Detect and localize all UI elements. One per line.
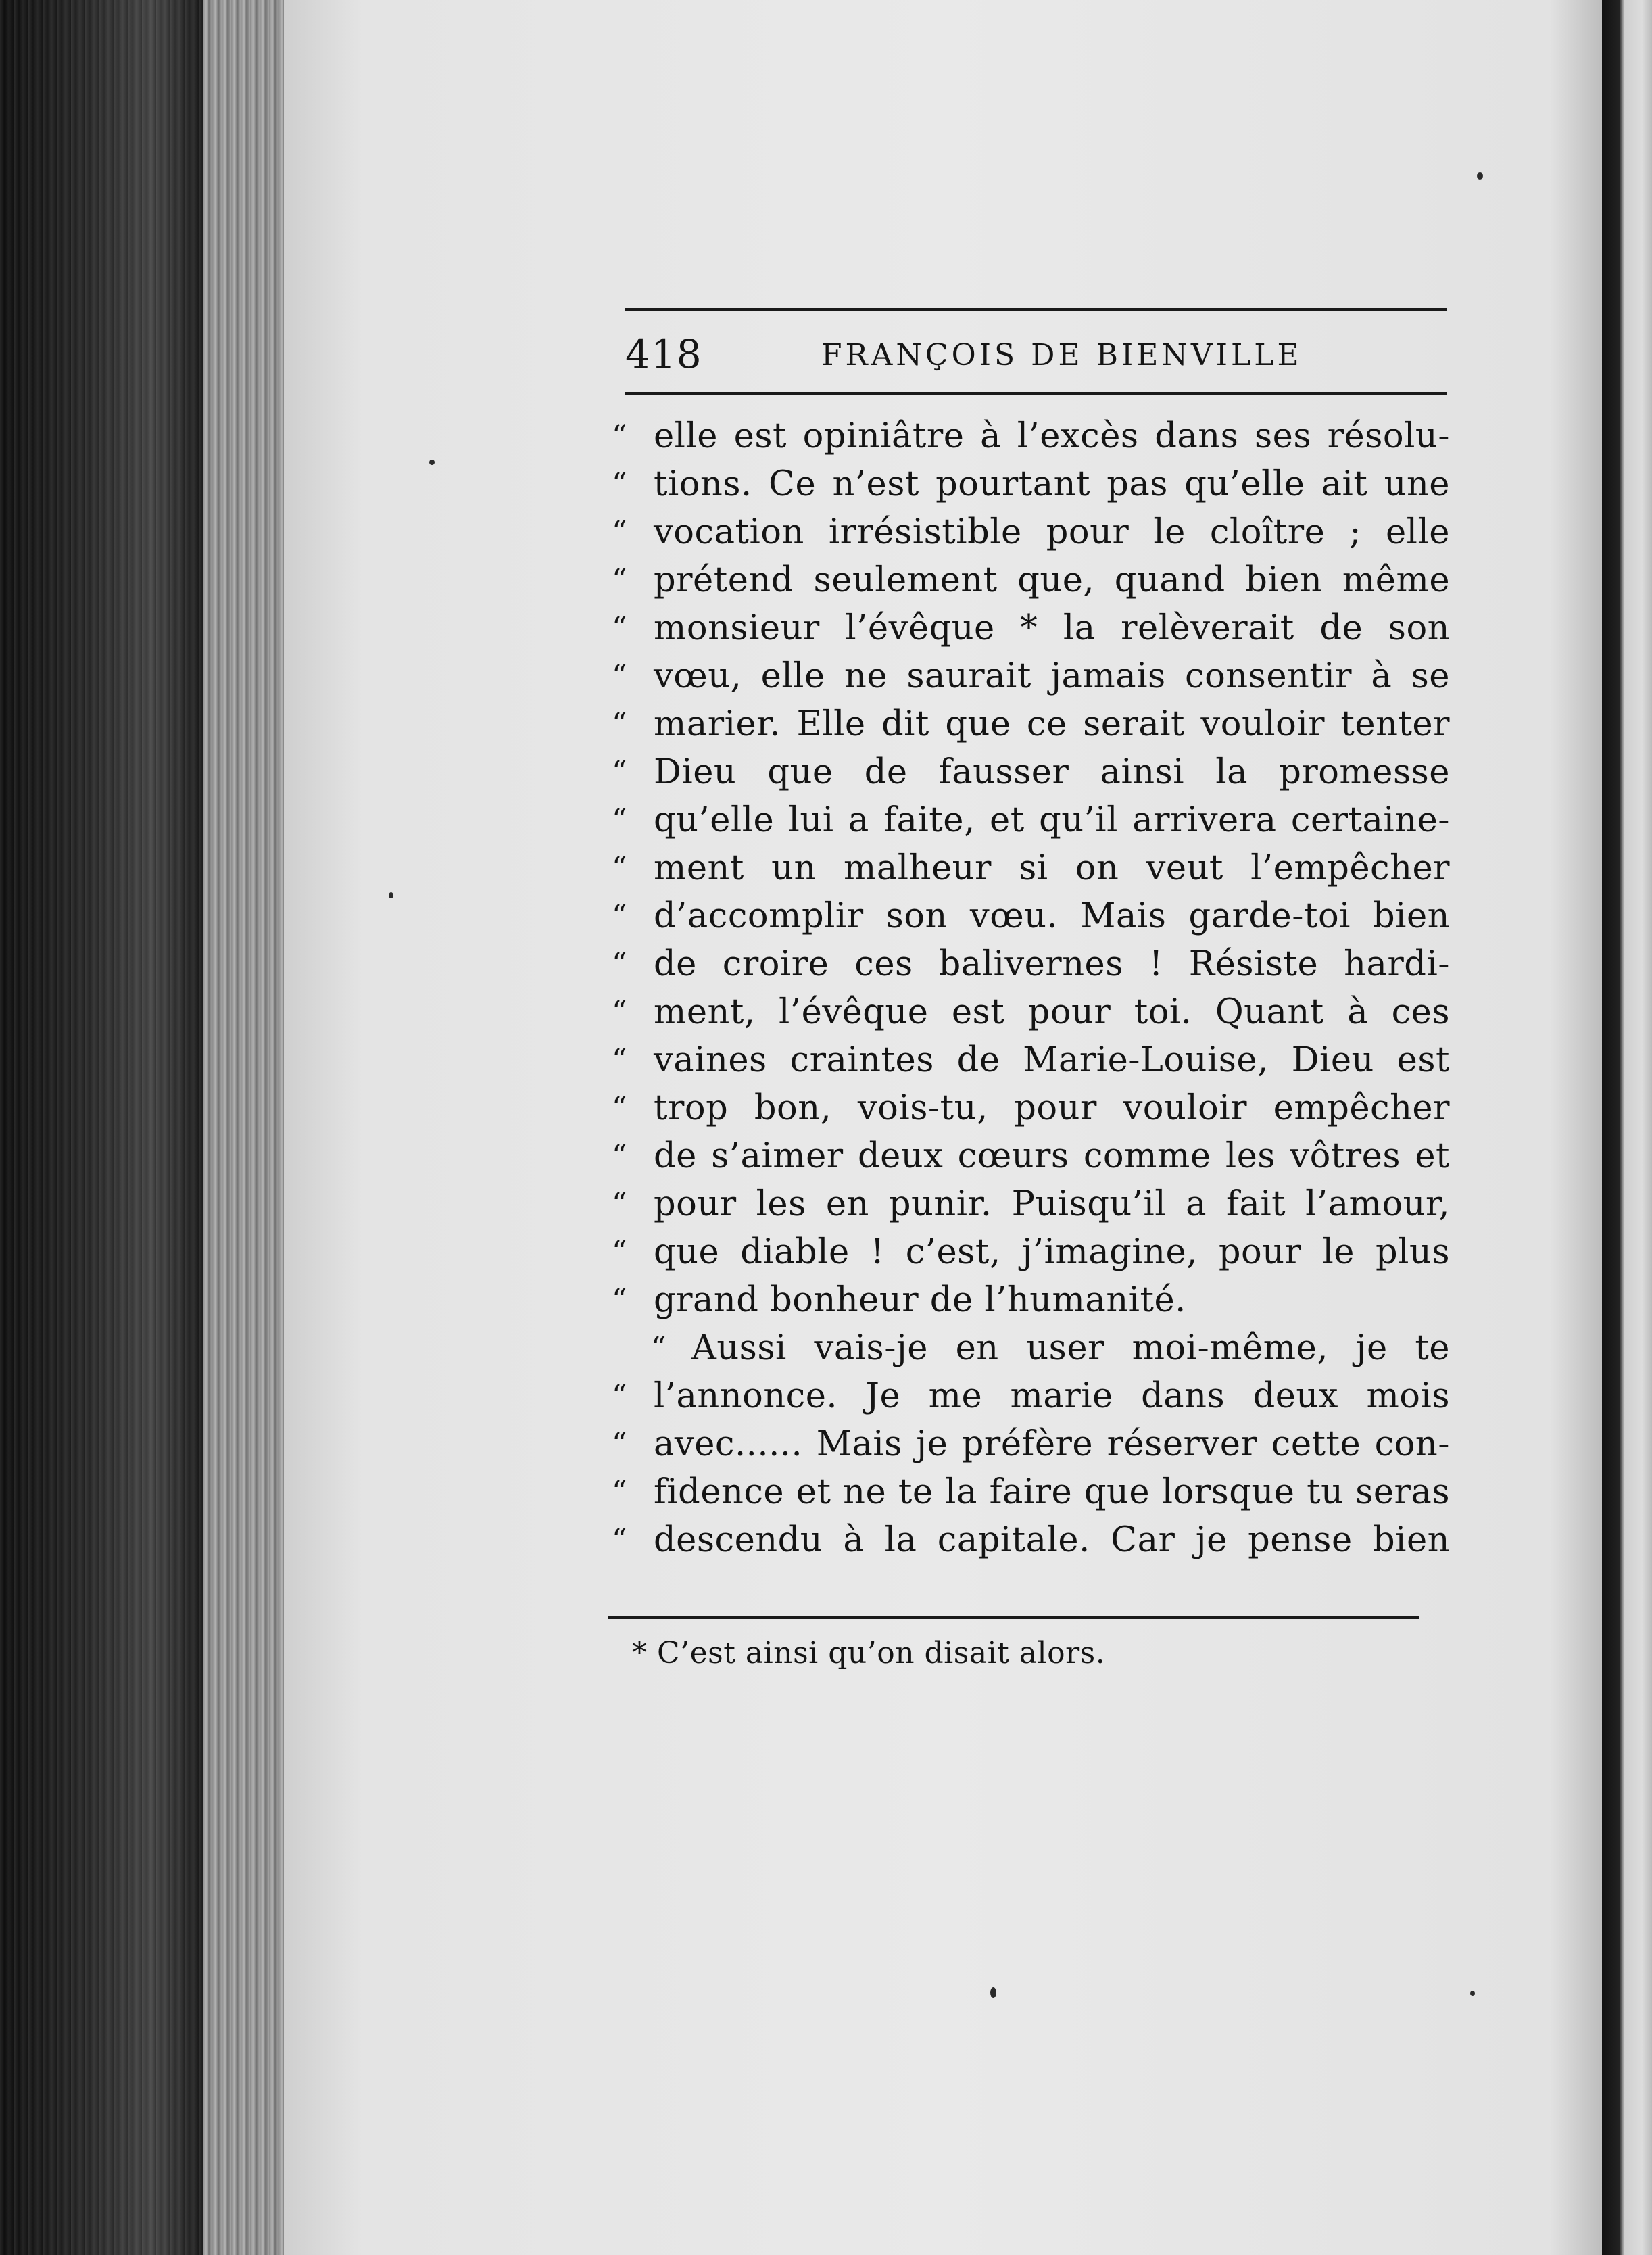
quote-mark: “ [612, 755, 627, 790]
line-text: que diable ! c’est, j’imagine, pour le plus [654, 1232, 1450, 1272]
line-text: fidence et ne te la faire que lorsque tu seras [654, 1472, 1450, 1512]
line-text: d’accomplir son vœu. Mais garde-toi bien [654, 896, 1450, 936]
quote-mark: “ [612, 1283, 627, 1317]
line-text: de s’aimer deux cœurs comme les vôtres et [654, 1136, 1450, 1176]
running-title: FRANÇOIS DE BIENVILLE [821, 338, 1303, 372]
quote-mark: “ [612, 467, 627, 502]
text-line [612, 796, 1450, 844]
quote-mark: “ [612, 803, 627, 838]
text-line [612, 988, 1450, 1036]
text-line [612, 1036, 1450, 1084]
line-text: Dieu que de fausser ainsi la promesse [654, 752, 1450, 792]
text-line [612, 508, 1450, 556]
line-text: pour les en punir. Puisqu’il a fait l’amour, [654, 1184, 1450, 1224]
line-text: l’annonce. Je me marie dans deux mois [654, 1376, 1450, 1416]
dust-speck [389, 892, 393, 898]
quote-mark: “ [612, 1043, 627, 1077]
dust-speck [990, 1987, 996, 1998]
footnote: * C’est ainsi qu’on disait alors. [632, 1636, 1106, 1670]
quote-mark: “ [612, 1187, 627, 1221]
text-line [612, 940, 1450, 988]
text-line [612, 1084, 1450, 1132]
text-line [612, 844, 1450, 892]
quote-mark: “ [612, 707, 627, 742]
line-text: trop bon, vois-tu, pour vouloir empêcher [654, 1088, 1450, 1128]
text-line [612, 1324, 1450, 1372]
right-page-edge [1602, 0, 1652, 2255]
text-line [612, 1516, 1450, 1564]
text-line [612, 748, 1450, 796]
text-line [612, 652, 1450, 700]
quote-mark: “ [612, 851, 627, 886]
line-text: avec...... Mais je préfère réserver cette con- [654, 1424, 1450, 1464]
dust-speck [1470, 1991, 1475, 1996]
line-text: monsieur l’évêque * la relèverait de son [654, 608, 1450, 648]
line-text: grand bonheur de l’humanité. [654, 1280, 1186, 1320]
quote-mark: “ [612, 659, 627, 694]
text-line [612, 1276, 1450, 1324]
text-line [612, 460, 1450, 508]
text-line [612, 892, 1450, 940]
quote-mark: “ [612, 563, 627, 598]
line-text: ment, l’évêque est pour toi. Quant à ces [654, 992, 1450, 1032]
page-header [625, 308, 1447, 395]
quote-mark: “ [612, 611, 627, 646]
quote-mark: “ [612, 947, 627, 981]
quote-mark: “ [651, 1331, 666, 1365]
line-text: vocation irrésistible pour le cloître ; elle [654, 512, 1450, 552]
page-number: 418 [625, 331, 702, 377]
text-line [612, 412, 1450, 460]
line-text: qu’elle lui a faite, et qu’il arrivera certaine- [654, 800, 1450, 840]
text-line [612, 1132, 1450, 1180]
text-line [612, 1420, 1450, 1468]
quote-mark: “ [612, 1235, 627, 1269]
quote-mark: “ [612, 1523, 627, 1557]
line-text: elle est opiniâtre à l’excès dans ses résolu- [654, 416, 1450, 456]
quote-mark: “ [612, 515, 627, 550]
quote-mark: “ [612, 1139, 627, 1173]
quote-mark: “ [612, 419, 627, 454]
line-text: tions. Ce n’est pourtant pas qu’elle ait une [654, 464, 1450, 504]
text-line [612, 700, 1450, 748]
line-text: Aussi vais-je en user moi-même, je te [691, 1328, 1450, 1368]
quote-mark: “ [612, 995, 627, 1029]
line-text: prétend seulement que, quand bien même [654, 560, 1450, 600]
quote-mark: “ [612, 1379, 627, 1413]
footnote-rule [608, 1616, 1419, 1619]
quote-mark: “ [612, 1427, 627, 1461]
line-text: marier. Elle dit que ce serait vouloir tenter [654, 704, 1450, 744]
line-text: descendu à la capitale. Car je pense bien [654, 1520, 1450, 1560]
text-line [612, 1372, 1450, 1420]
dust-speck [1477, 172, 1483, 180]
text-line [612, 1468, 1450, 1516]
line-text: vœu, elle ne saurait jamais consentir à se [654, 656, 1450, 696]
quote-mark: “ [612, 899, 627, 933]
quote-mark: “ [612, 1475, 627, 1509]
line-text: vaines craintes de Marie-Louise, Dieu est [654, 1040, 1450, 1080]
text-line [612, 604, 1450, 652]
line-text: de croire ces balivernes ! Résiste hardi- [654, 944, 1450, 984]
text-line [612, 1228, 1450, 1276]
book-spine [0, 0, 203, 2255]
quote-mark: “ [612, 1091, 627, 1125]
text-line [612, 1180, 1450, 1228]
body-text [612, 412, 1450, 1564]
text-line [612, 556, 1450, 604]
page-edges [203, 0, 297, 2255]
line-text: ment un malheur si on veut l’empêcher [654, 848, 1450, 888]
dust-speck [429, 460, 435, 465]
